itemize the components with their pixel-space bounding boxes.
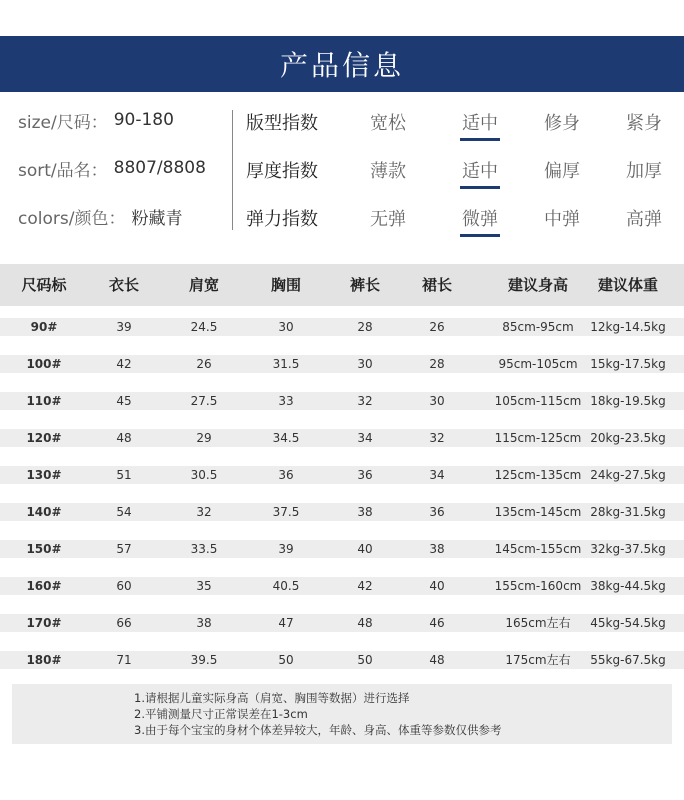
index-row-fit xyxy=(246,96,676,144)
table-row xyxy=(0,417,684,454)
table-cell: 32 xyxy=(196,505,212,519)
notes-list xyxy=(134,690,501,738)
note-item: 1.请根据儿童实际身高（肩宽、胸围等数据）进行选择 xyxy=(134,691,410,705)
table-cell: 38 xyxy=(357,505,373,519)
table-cell: 120# xyxy=(26,431,62,445)
table-cell: 39 xyxy=(278,542,294,556)
table-cell: 34 xyxy=(357,431,373,445)
table-cell: 95cm-105cm xyxy=(498,357,578,371)
row-band xyxy=(0,392,684,410)
table-row xyxy=(0,380,684,417)
table-cell: 33.5 xyxy=(190,542,218,556)
table-cell: 170# xyxy=(26,616,62,630)
column-header: 建议身高 xyxy=(507,276,569,294)
table-cell: 40.5 xyxy=(272,579,300,593)
table-cell: 24.5 xyxy=(190,320,218,334)
basic-info xyxy=(18,96,230,240)
table-cell: 38 xyxy=(196,616,212,630)
table-cell: 26 xyxy=(196,357,212,371)
table-cell: 40 xyxy=(357,542,373,556)
info-size-key: size/尺码： xyxy=(18,112,108,133)
table-cell: 28 xyxy=(429,357,445,371)
table-cell: 32kg-37.5kg xyxy=(590,542,666,556)
table-row xyxy=(0,454,684,491)
page-title: 产品信息 xyxy=(279,49,404,82)
table-cell: 160# xyxy=(26,579,62,593)
table-cell: 36 xyxy=(278,468,294,482)
table-cell: 42 xyxy=(116,357,132,371)
index-option-selected: 适中 xyxy=(452,109,508,135)
column-header: 裙长 xyxy=(421,276,453,294)
table-cell: 33 xyxy=(278,394,294,408)
size-table-header xyxy=(0,264,684,306)
index-option: 修身 xyxy=(544,113,580,134)
table-cell: 26 xyxy=(429,320,445,334)
table-cell: 42 xyxy=(357,579,373,593)
notes-box xyxy=(12,684,672,744)
index-ratings xyxy=(246,96,676,240)
row-band xyxy=(0,466,684,484)
table-cell: 66 xyxy=(116,616,132,630)
table-cell: 30.5 xyxy=(190,468,218,482)
note-item: 2.平铺测量尺寸正常误差在1-3cm xyxy=(134,707,308,721)
column-header: 肩宽 xyxy=(188,276,220,294)
index-option: 高弹 xyxy=(626,209,662,230)
table-cell: 39 xyxy=(116,320,132,334)
index-option: 加厚 xyxy=(626,161,662,182)
info-size xyxy=(18,96,230,144)
table-cell: 28kg-31.5kg xyxy=(590,505,666,519)
row-band xyxy=(0,651,684,669)
table-cell: 48 xyxy=(429,653,445,667)
index-row-elasticity xyxy=(246,192,676,240)
info-colors-key: colors/颜色： xyxy=(18,208,126,229)
row-band xyxy=(0,318,684,336)
table-cell: 125cm-135cm xyxy=(494,468,582,482)
column-header: 裤长 xyxy=(349,276,381,294)
table-cell: 40 xyxy=(429,579,445,593)
index-option: 无弹 xyxy=(370,209,406,230)
table-cell: 30 xyxy=(357,357,373,371)
table-cell: 175cm左右 xyxy=(505,653,571,667)
table-cell: 39.5 xyxy=(190,653,218,667)
table-cell: 57 xyxy=(116,542,132,556)
table-cell: 48 xyxy=(116,431,132,445)
index-label: 弹力指数 xyxy=(246,209,318,230)
table-cell: 90# xyxy=(30,320,58,334)
table-cell: 150# xyxy=(26,542,62,556)
table-cell: 30 xyxy=(429,394,445,408)
note-item: 3.由于每个宝宝的身材个体差异较大，年龄、身高、体重等参数仅供参考 xyxy=(134,723,502,737)
index-label: 厚度指数 xyxy=(246,161,318,182)
title-banner xyxy=(0,36,684,92)
column-header: 胸围 xyxy=(270,276,302,294)
table-cell: 60 xyxy=(116,579,132,593)
index-option-selected: 微弹 xyxy=(452,205,508,231)
row-band xyxy=(0,355,684,373)
table-cell: 34 xyxy=(429,468,445,482)
table-cell: 45kg-54.5kg xyxy=(590,616,666,630)
table-cell: 12kg-14.5kg xyxy=(590,320,666,334)
table-cell: 32 xyxy=(429,431,445,445)
table-cell: 48 xyxy=(357,616,373,630)
table-row xyxy=(0,639,684,676)
table-cell: 24kg-27.5kg xyxy=(590,468,666,482)
table-cell: 51 xyxy=(116,468,132,482)
table-cell: 31.5 xyxy=(272,357,300,371)
row-band xyxy=(0,429,684,447)
size-table-body xyxy=(0,306,684,676)
table-cell: 165cm左右 xyxy=(505,616,571,630)
info-sort-value: 8807/8808 xyxy=(113,158,206,178)
table-cell: 50 xyxy=(278,653,294,667)
column-header: 建议体重 xyxy=(597,276,659,294)
table-cell: 50 xyxy=(357,653,373,667)
table-cell: 85cm-95cm xyxy=(502,320,574,334)
table-cell: 38kg-44.5kg xyxy=(590,579,666,593)
table-row xyxy=(0,343,684,380)
table-row xyxy=(0,528,684,565)
row-band xyxy=(0,614,684,632)
table-cell: 35 xyxy=(196,579,212,593)
index-option: 偏厚 xyxy=(544,161,580,182)
index-option-selected: 适中 xyxy=(452,157,508,183)
table-cell: 46 xyxy=(429,616,445,630)
table-cell: 37.5 xyxy=(272,505,300,519)
table-cell: 130# xyxy=(26,468,62,482)
info-size-value: 90-180 xyxy=(113,110,174,130)
index-option: 宽松 xyxy=(370,113,406,134)
product-info-section xyxy=(0,96,684,246)
vertical-divider xyxy=(232,110,233,230)
index-option: 薄款 xyxy=(370,161,406,182)
table-cell: 47 xyxy=(278,616,294,630)
table-cell: 29 xyxy=(196,431,212,445)
row-band xyxy=(0,577,684,595)
info-colors-value: 粉藏青 xyxy=(131,208,183,229)
table-cell: 110# xyxy=(26,394,62,408)
table-cell: 15kg-17.5kg xyxy=(590,357,666,371)
table-row xyxy=(0,306,684,343)
table-cell: 18kg-19.5kg xyxy=(590,394,666,408)
table-cell: 45 xyxy=(116,394,132,408)
column-header: 尺码标 xyxy=(21,276,67,294)
table-cell: 20kg-23.5kg xyxy=(590,431,666,445)
table-cell: 180# xyxy=(26,653,62,667)
column-header: 衣长 xyxy=(108,276,140,294)
info-sort-key: sort/品名： xyxy=(18,160,108,181)
table-cell: 140# xyxy=(26,505,62,519)
table-cell: 36 xyxy=(429,505,445,519)
table-cell: 135cm-145cm xyxy=(494,505,582,519)
table-cell: 38 xyxy=(429,542,445,556)
table-cell: 100# xyxy=(26,357,62,371)
table-cell: 54 xyxy=(116,505,132,519)
info-sort xyxy=(18,144,230,192)
table-cell: 71 xyxy=(116,653,132,667)
table-cell: 27.5 xyxy=(190,394,218,408)
table-cell: 105cm-115cm xyxy=(494,394,582,408)
table-row xyxy=(0,565,684,602)
table-cell: 30 xyxy=(278,320,294,334)
table-cell: 34.5 xyxy=(272,431,300,445)
table-cell: 155cm-160cm xyxy=(494,579,582,593)
row-band xyxy=(0,503,684,521)
table-cell: 36 xyxy=(357,468,373,482)
table-cell: 32 xyxy=(357,394,373,408)
index-option: 中弹 xyxy=(544,209,580,230)
table-cell: 145cm-155cm xyxy=(494,542,582,556)
info-colors xyxy=(18,192,230,240)
index-option: 紧身 xyxy=(626,113,662,134)
row-band xyxy=(0,540,684,558)
index-row-thickness xyxy=(246,144,676,192)
table-cell: 55kg-67.5kg xyxy=(590,653,666,667)
table-row xyxy=(0,602,684,639)
index-label: 版型指数 xyxy=(246,113,318,134)
table-cell: 115cm-125cm xyxy=(494,431,582,445)
table-row xyxy=(0,491,684,528)
table-cell: 28 xyxy=(357,320,373,334)
